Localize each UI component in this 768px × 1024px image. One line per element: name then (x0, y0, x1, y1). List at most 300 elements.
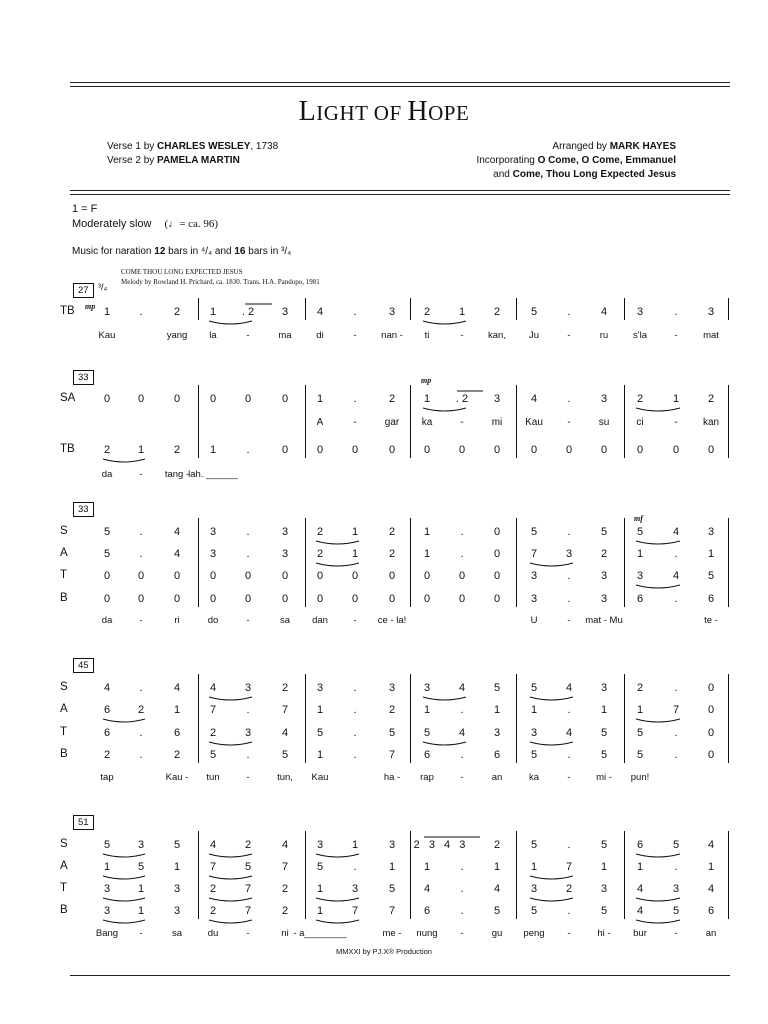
note: 1 (493, 704, 501, 716)
lyric-syllable: ti (424, 330, 430, 341)
bar-line (305, 385, 306, 458)
note: 7 (565, 861, 573, 873)
lyric-syllable: ma (278, 330, 292, 341)
note: 3 (672, 883, 680, 895)
voice-label: A (60, 703, 68, 715)
lyric-syllable: an (705, 928, 717, 939)
lyric-syllable: Kau - (165, 772, 189, 783)
note: 5 (316, 727, 324, 739)
note: 0 (493, 593, 501, 605)
measure-number-box: 27 (73, 283, 94, 298)
note: 4 (281, 839, 289, 851)
slur (103, 876, 145, 879)
note: 7 (388, 905, 396, 917)
note: 1 (636, 704, 644, 716)
note: 2 (493, 306, 501, 318)
slur (530, 876, 573, 879)
note: 0 (281, 444, 289, 456)
voice-label: SA (60, 392, 76, 404)
bar-line (728, 385, 729, 458)
note: 1 (316, 704, 324, 716)
bar-line (728, 674, 729, 763)
lyric-syllable: - (139, 469, 143, 480)
note: 3 (351, 883, 359, 895)
note: 0 (244, 593, 252, 605)
note: . (460, 704, 464, 716)
note: . (567, 306, 571, 318)
hymn-credit: Melody by Rowland H. Prichard, ca. 1830. Trans. H.A. Pandopo, 1981 (121, 278, 320, 286)
note: 0 (388, 593, 396, 605)
lyric-syllable: - (460, 772, 464, 783)
note: 4 (707, 839, 715, 851)
note: 4 (565, 682, 573, 694)
note: 3 (281, 548, 289, 560)
bar-line (198, 518, 199, 607)
voice-label: T (60, 569, 68, 581)
lyric-syllable: bur (633, 928, 647, 939)
bar-line (516, 385, 517, 458)
note: 0 (351, 444, 359, 456)
note: 2 (388, 526, 396, 538)
lyric-syllable: - (246, 330, 250, 341)
note: 0 (137, 593, 145, 605)
lyric-syllable: yang (166, 330, 188, 341)
note: 6 (707, 593, 715, 605)
slur (209, 697, 252, 700)
note: 5 (423, 727, 431, 739)
slur (316, 563, 359, 566)
note: 0 (137, 570, 145, 582)
note: 0 (707, 749, 715, 761)
slur (636, 719, 680, 722)
note: 0 (636, 444, 644, 456)
bar-line (516, 831, 517, 919)
note: 1 (137, 883, 145, 895)
lyric-syllable: s'la (633, 330, 647, 341)
lyric-syllable: du (207, 928, 219, 939)
note: 3 (530, 593, 538, 605)
note: 3 (530, 570, 538, 582)
measure-number-box: 33 (73, 502, 94, 517)
slur (530, 563, 573, 566)
note: 3 (565, 548, 573, 560)
note: . (567, 570, 571, 582)
note: 4 (316, 306, 324, 318)
slur (636, 541, 680, 544)
lyric-syllable: - (353, 330, 357, 341)
note: . (246, 444, 250, 456)
note: 2 (493, 839, 501, 851)
note: . (460, 548, 464, 560)
note: 4 (636, 883, 644, 895)
note: 5 (600, 839, 608, 851)
note: 1 (137, 905, 145, 917)
note: 0 (173, 593, 181, 605)
note: . (139, 306, 143, 318)
note: 1 (423, 526, 431, 538)
note: . (353, 749, 357, 761)
note: . (246, 749, 250, 761)
lyric-syllable: - (460, 417, 464, 428)
bar-line (624, 674, 625, 763)
bar-line (728, 518, 729, 607)
note: 3 (636, 306, 644, 318)
lyric-syllable: - (567, 615, 571, 626)
lyric-syllable: la (209, 330, 217, 341)
note: 2 (103, 444, 111, 456)
note: 4 (209, 839, 217, 851)
note: 6 (493, 749, 501, 761)
lyric-syllable: mat (703, 330, 719, 341)
lyric-syllable: hi - (597, 928, 611, 939)
note: 5 (600, 749, 608, 761)
note: 7 (281, 704, 289, 716)
slur (530, 898, 573, 901)
lyric-syllable: - (567, 928, 571, 939)
note: . (246, 526, 250, 538)
lyric-syllable: ci (636, 417, 644, 428)
slur (103, 898, 145, 901)
note: 5 (530, 682, 538, 694)
note: 1 (636, 861, 644, 873)
voice-label: S (60, 838, 68, 850)
note: 2 (244, 839, 252, 851)
bar-line (305, 518, 306, 607)
note: 0 (493, 444, 501, 456)
note: 3 (707, 526, 715, 538)
bar-line (198, 674, 199, 763)
note: 1 (423, 704, 431, 716)
slur (316, 920, 359, 923)
note: . (353, 393, 357, 405)
note: 4 (530, 393, 538, 405)
lyric-syllable: kan (702, 417, 720, 428)
note: 2 (173, 306, 181, 318)
note: 1 (351, 526, 359, 538)
note: 1 (316, 883, 324, 895)
note: 4 (672, 526, 680, 538)
lyric-syllable: do (207, 615, 219, 626)
voice-label: T (60, 882, 68, 894)
note: 4 (600, 306, 608, 318)
lyric-syllable: gar (384, 417, 400, 428)
lyric-syllable: - (460, 928, 464, 939)
slur (103, 459, 145, 462)
voice-label: A (60, 547, 68, 559)
note: 0 (458, 444, 466, 456)
bar-line (198, 298, 199, 320)
note: 0 (209, 393, 217, 405)
note: 3 (530, 727, 538, 739)
note: . 2 (241, 306, 255, 318)
note: 3 (600, 682, 608, 694)
note: 0 (423, 593, 431, 605)
lyric-syllable: ka (421, 417, 433, 428)
note: 7 (244, 905, 252, 917)
note: 3 (209, 526, 217, 538)
bar-line (410, 298, 411, 320)
note: . (139, 682, 143, 694)
note: 5 (636, 727, 644, 739)
note: 4 (173, 548, 181, 560)
slur (423, 321, 466, 324)
note: . (139, 526, 143, 538)
note: 6 (423, 749, 431, 761)
slur (423, 697, 466, 700)
header-rule (70, 190, 730, 191)
note: 5 (173, 839, 181, 851)
note: 4 (173, 682, 181, 694)
note: . (567, 593, 571, 605)
note: 6 (173, 727, 181, 739)
note: 0 (316, 593, 324, 605)
lyric-syllable: - (139, 615, 143, 626)
note: 3 (388, 839, 396, 851)
lyric-syllable: - (460, 330, 464, 341)
verse-credits: Verse 1 by CHARLES WESLEY, 1738 Verse 2 by PAMELA MARTIN (107, 141, 279, 166)
bar-line (624, 298, 625, 320)
bar-line (198, 831, 199, 919)
note: 6 (636, 593, 644, 605)
slur (209, 742, 252, 745)
lyric-syllable: rap (420, 772, 434, 783)
lyric-syllable: - (246, 772, 250, 783)
note: 0 (281, 593, 289, 605)
note: 4 (672, 570, 680, 582)
note: . (139, 548, 143, 560)
note: . 2 (455, 393, 469, 405)
note: 1 (209, 444, 217, 456)
note: 3 (316, 839, 324, 851)
dynamic-marking: mp (85, 302, 96, 311)
note: 3 (316, 682, 324, 694)
bar-line (728, 298, 729, 320)
note: 0 (600, 444, 608, 456)
note: 4 (103, 682, 111, 694)
note: 5 (388, 727, 396, 739)
lyric-syllable: - (246, 928, 250, 939)
lyric-syllable: tang - (164, 469, 190, 480)
slur (209, 321, 252, 324)
note: 2 (281, 682, 289, 694)
note: 2 (137, 704, 145, 716)
lyric-syllable: - (567, 330, 571, 341)
top-rule-2 (70, 86, 730, 87)
lyric-syllable: mi (491, 417, 503, 428)
note: 0 (458, 570, 466, 582)
note: 4 (423, 883, 431, 895)
voice-label: B (60, 904, 68, 916)
note: . (674, 861, 678, 873)
note: 7 (209, 861, 217, 873)
note: 7 (351, 905, 359, 917)
note: 1 (351, 839, 359, 851)
note: 1 (209, 306, 217, 318)
lyric-syllable: - (353, 417, 357, 428)
lyric-syllable: da (101, 615, 113, 626)
note: 0 (493, 526, 501, 538)
note: 0 (672, 444, 680, 456)
note: 1 (458, 306, 466, 318)
note: 2 (173, 749, 181, 761)
lyric-syllable: mat - Mu (585, 615, 623, 626)
note: . (567, 905, 571, 917)
note: 5 (672, 839, 680, 851)
note: 3 (281, 306, 289, 318)
voice-label: A (60, 860, 68, 872)
note: . (353, 861, 357, 873)
note: 2 (316, 548, 324, 560)
page-title: LIGHT OF HOPE (298, 96, 470, 127)
voice-label: S (60, 525, 68, 537)
slur (636, 920, 680, 923)
note: 3 (388, 306, 396, 318)
lyric-syllable: gu (491, 928, 503, 939)
note: 1 (493, 861, 501, 873)
note: 2 (636, 682, 644, 694)
arranger-credits: Arranged by MARK HAYES Incorporating O Come, O Come, Emmanuel and Come, Thou Long Expected Jesus (476, 141, 676, 180)
note: 5 (530, 905, 538, 917)
bar-line (305, 674, 306, 763)
slur (316, 854, 359, 857)
note: . (674, 727, 678, 739)
note: 3 (388, 682, 396, 694)
note: 5 (103, 548, 111, 560)
note: 1 (351, 548, 359, 560)
note: 3 (707, 306, 715, 318)
note: 2 (316, 526, 324, 538)
measure-number-box: 33 (73, 370, 94, 385)
copyright-footer: MMXXI by PJ.X® Production (336, 947, 432, 956)
slur (209, 854, 252, 857)
note: . (674, 749, 678, 761)
note: 5 (493, 682, 501, 694)
lyric-syllable: kan, (488, 330, 506, 341)
note: . (674, 548, 678, 560)
note: . (674, 682, 678, 694)
note: 0 (388, 444, 396, 456)
note: 0 (493, 548, 501, 560)
note: 4 (281, 727, 289, 739)
note: 2 (388, 548, 396, 560)
voice-label: T (60, 726, 68, 738)
note: 3 (173, 883, 181, 895)
note: 5 (530, 526, 538, 538)
note: . (246, 704, 250, 716)
note: 5 (530, 306, 538, 318)
voice-label: B (60, 748, 68, 760)
note: 6 (707, 905, 715, 917)
note: 1 (173, 704, 181, 716)
note: 0 (423, 444, 431, 456)
lyric-syllable: Kau (98, 330, 116, 341)
note: 5 (530, 749, 538, 761)
top-rule (70, 82, 730, 83)
slur (636, 854, 680, 857)
lyric-syllable: da (101, 469, 113, 480)
note: 5 (493, 905, 501, 917)
note: . (460, 526, 464, 538)
lyric-syllable: su (598, 417, 610, 428)
note: 4 (493, 883, 501, 895)
lyric-syllable: lah. ______ (188, 469, 238, 480)
note: . (353, 306, 357, 318)
note: 6 (103, 704, 111, 716)
lyric-syllable: U (530, 615, 538, 626)
note: 3 (173, 905, 181, 917)
note: 4 (707, 883, 715, 895)
note: 3 (636, 570, 644, 582)
measure-number-box: 51 (73, 815, 94, 830)
note: 7 (244, 883, 252, 895)
note: 5 (316, 861, 324, 873)
lyric-syllable: peng (523, 928, 545, 939)
note: 0 (351, 593, 359, 605)
header-rule-2 (70, 194, 730, 195)
lyric-syllable: ka (528, 772, 540, 783)
note: . (567, 749, 571, 761)
lyric-syllable: te - (704, 615, 718, 626)
lyric-syllable: tun, (277, 772, 293, 783)
note: 1 (600, 861, 608, 873)
slur (636, 898, 680, 901)
note: 1 (423, 548, 431, 560)
lyric-syllable: ru (599, 330, 609, 341)
note: 1 (423, 861, 431, 873)
voice-label: S (60, 681, 68, 693)
note: 0 (458, 593, 466, 605)
note: 0 (493, 570, 501, 582)
note: . (353, 704, 357, 716)
bar-line (410, 385, 411, 458)
bar-line (516, 518, 517, 607)
lyric-syllable: sa (279, 615, 291, 626)
hymn-title: COME THOU LONG EXPECTED JESUS (121, 268, 243, 276)
note: . (567, 839, 571, 851)
note: 0 (209, 593, 217, 605)
note: 5 (530, 839, 538, 851)
note: 6 (636, 839, 644, 851)
lyric-syllable: dan (312, 615, 328, 626)
bar-line (410, 674, 411, 763)
lyric-syllable: A (316, 417, 324, 428)
note: 2 (103, 749, 111, 761)
bar-line (410, 518, 411, 607)
note: 1 (316, 393, 324, 405)
note: 0 (316, 570, 324, 582)
bar-line (305, 831, 306, 919)
note: 1 (707, 861, 715, 873)
note: 2 (209, 727, 217, 739)
note: 5 (636, 749, 644, 761)
note: 4 (458, 682, 466, 694)
lyric-syllable: - (674, 330, 678, 341)
lyric-syllable: - (674, 928, 678, 939)
note: 3 (600, 593, 608, 605)
lyric-syllable: ni (281, 928, 289, 939)
lyric-syllable: Kau (525, 417, 543, 428)
note: 5 (600, 727, 608, 739)
note: 4 (458, 727, 466, 739)
bar-line (410, 831, 411, 919)
bar-line (516, 298, 517, 320)
note: 4 (636, 905, 644, 917)
note: 3 (493, 727, 501, 739)
note: 5 (707, 570, 715, 582)
lyric-syllable: - (567, 772, 571, 783)
tempo-marking: Moderately slow (♩= ca. 96) (72, 218, 219, 230)
dynamic-marking: mf (634, 514, 643, 523)
